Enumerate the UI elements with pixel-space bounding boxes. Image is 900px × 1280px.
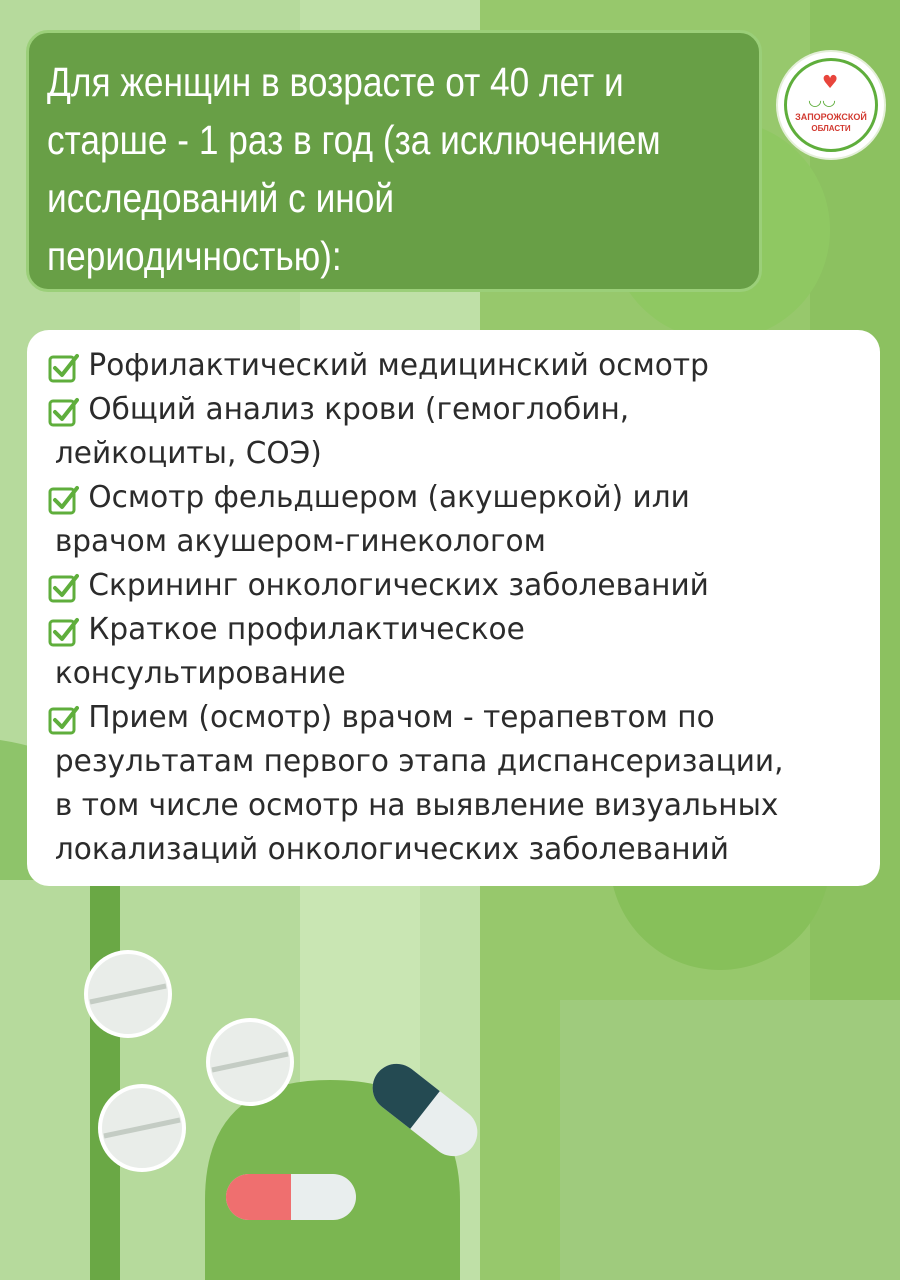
checklist-item (47, 608, 880, 696)
checklist-item-text: Общий анализ крови (гемоглобин, (88, 392, 630, 427)
checklist-item (47, 388, 880, 476)
checklist-item-text: Осмотр фельдшером (акушеркой) или (88, 480, 690, 515)
header-line-4: периодичностью): (47, 233, 342, 279)
checklist-item (47, 476, 880, 564)
logo-name-line-2: ОБЛАСТИ (811, 124, 851, 133)
checklist-item-text: консультирование (54, 656, 346, 691)
checklist-item-text: лейкоциты, СОЭ) (54, 436, 322, 471)
hands-icon: ◡◡ (808, 90, 836, 109)
checklist-item-text: результатам первого этапа диспансеризации, (54, 744, 784, 779)
region-logo (778, 52, 884, 158)
logo-name (792, 112, 870, 134)
header-line-2: старше - 1 раз в год (за исключением (47, 117, 661, 163)
checklist-item-text: Скрининг онкологических заболеваний (88, 568, 709, 603)
checklist-item-text: Прием (осмотр) врачом - терапевтом по (88, 700, 715, 735)
checklist-item (47, 344, 880, 388)
header-box (26, 30, 762, 292)
header-line-1: Для женщин в возрасте от 40 лет и (47, 59, 624, 105)
checklist-item-text: локализаций онкологических заболеваний (54, 832, 729, 867)
checklist-item-text: Краткое профилактическое (88, 612, 525, 647)
checklist-item-text: Рофилактический медицинский осмотр (88, 348, 709, 383)
header-line-3: исследований с иной (47, 175, 395, 221)
checklist-card (27, 330, 880, 886)
heart-icon: ♥ (822, 72, 839, 93)
checklist-item (47, 696, 880, 872)
checklist-item-text: врачом акушером-гинекологом (54, 524, 546, 559)
checklist-item-text: в том числе осмотр на выявление визуальных (54, 788, 779, 823)
checklist-item (47, 564, 880, 608)
logo-name-line-1: ЗАПОРОЖСКОЙ (795, 112, 867, 122)
